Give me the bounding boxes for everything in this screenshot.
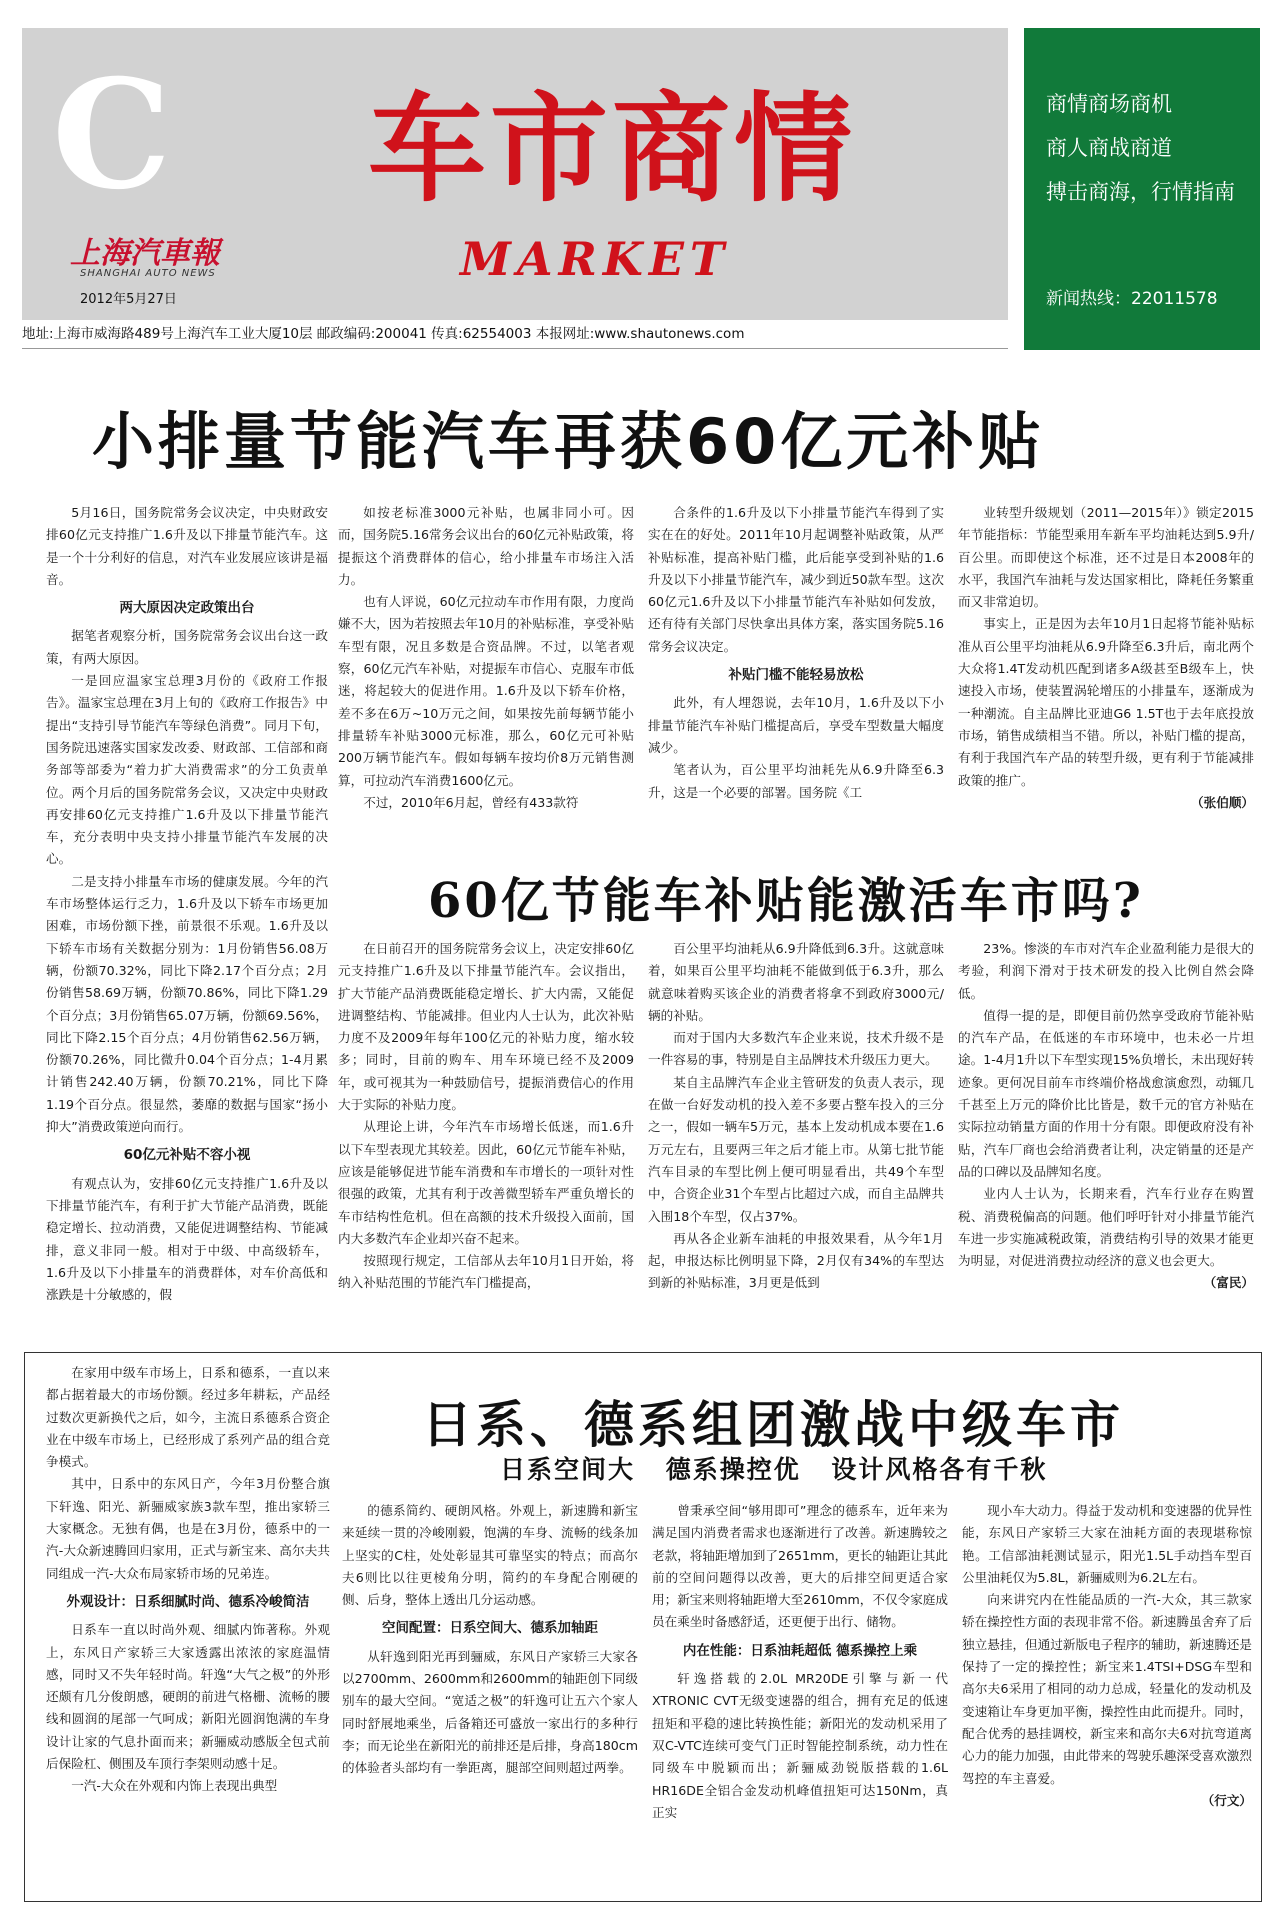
paragraph: 值得一提的是，即便目前仍然享受政府节能补贴的汽车产品，在低迷的车市环境中，也未必一片坦途。1-4月1升以下车型实现15%负增长，未出现好转迹象。更何况目前车市终端价格战愈演愈烈，动辄几千甚至上万元的降价比比皆是，数千元的官方补贴在实际拉动销量方面的作用十分有限。即便政府没有补贴，汽车厂商也会给消费者让利，决定销量的还是产品的口碑以及品牌知名度。 bbox=[958, 1007, 1254, 1179]
paragraph: 此外，有人埋怨说，去年10月，1.6升及以下小排量节能汽车补贴门槛提高后，享受车型数量大幅度减少。 bbox=[648, 695, 944, 755]
paragraph: 也有人评说，60亿元拉动车市作用有限，力度尚嫌不大，因为若按照去年10月的补贴标准，享受补贴车型有限，况且多数是合资品牌。不过，以笔者观察，60亿元汽车补贴，对提振车市信心、克服车市低迷，将起较大的促进作用。1.6升及以下轿车价格，差不多在6万~10万元之间，如果按先前每辆节能小排量轿车补贴3000元标准，那么，60亿元可补贴200万辆节能汽车。假如每辆车按均价8万元销售测算，可拉动汽车消费1600亿元。 bbox=[338, 594, 634, 788]
section-letter: C bbox=[52, 47, 172, 223]
paragraph: 23%。惨淡的车市对汽车企业盈利能力是很大的考验，利润下滑对于技术研发的投入比例自然会降低。 bbox=[958, 941, 1254, 1001]
paragraph: 有观点认为，安排60亿元支持推广1.6升及以下排量节能汽车，有利于扩大节能产品消费，既能稳定增长、拉动消费，又能促进调整结构、节能减排，意义非同一般。相对于中级、中高级轿车，1.6升及以下小排量车的消费群体，对车价高低和涨跌是十分敏感的，假 bbox=[46, 1175, 328, 1303]
paragraph: 现小车大动力。得益于发动机和变速器的优异性能，东风日产家轿三大家在油耗方面的表现堪称惊艳。工信部油耗测试显示，阳光1.5L手动挡车型百公里油耗仅为5.8L，新骊威则为6.2L左右。 bbox=[962, 1503, 1252, 1585]
article-column bbox=[648, 938, 944, 1338]
subheading: 60亿元补贴不容小视 bbox=[123, 1147, 251, 1164]
paragraph: 不过，2010年6月起，曾经有433款符 bbox=[363, 794, 579, 810]
subheading: 两大原因决定政策出台 bbox=[119, 600, 255, 617]
article-column bbox=[958, 938, 1254, 1338]
paper-logo: 上海汽車報 bbox=[70, 236, 220, 271]
article-column bbox=[342, 1500, 638, 1892]
article-column bbox=[338, 502, 634, 832]
paragraph: 二是支持小排量车市场的健康发展。今年的汽车市场整体运行乏力，1.6升及以下轿车市场更加困难，市场份额下挫，前景很不乐观。1.6升及以下轿车市场有关数据分别为：1月份销售56.08万辆，份额70.32%，同比下降2.17个百分点；2月份销售58.69万辆，份额70.86%，同比下降1.29个百分点；3月份销售65.07万辆，份额69.56%，同比下降2.15个百分点；4月份销售62.56万辆，份额70.26%，同比微升0.04个百分点；1-4月累计销售242.40万辆，份额70.21%，同比下降1.19个百分点。很显然，萎靡的数据与国家“扬小抑大”消费政策逆向而行。 bbox=[46, 873, 328, 1135]
paragraph: 业内人士认为，长期来看，汽车行业存在购置税、消费税偏高的问题。他们呼吁针对小排量节能汽车进一步实施减税政策，消费结构引导的效果才能更为明显，对促进消费拉动经济的意义也会更大。 bbox=[958, 1186, 1254, 1269]
paragraph: 向来讲究内在性能品质的一汽-大众，其三款家轿在操控性方面的表现非常不俗。新速腾虽舍弃了后独立悬挂，但通过新版电子程序的辅助，新速腾还是保持了一定的操控性；新宝来1.4TSI+DSG车型和高尔夫6采用了相同的动力总成，轻量化的发动机及变速箱让车身更加平衡，操控性由此而提升。同时，配合优秀的悬挂调校，新宝来和高尔夫6对抗弯道离心力的能力加强，由此带来的驾驶乐趣深受喜欢激烈驾控的车主喜爱。 bbox=[962, 1592, 1252, 1786]
paragraph: 笔者认为，百公里平均油耗先从6.9升降至6.3升，这是一个必要的部署。国务院《工 bbox=[648, 762, 944, 800]
subheading: 补贴门槛不能轻易放松 bbox=[728, 667, 864, 684]
article-column bbox=[958, 502, 1254, 832]
slogan-line: 商人商战商道 bbox=[1046, 136, 1172, 160]
paragraph: 一是回应温家宝总理3月份的《政府工作报告》。温家宝总理在3月上旬的《政府工作报告》中提出“支持引导节能汽车等绿色消费”。同月下旬，国务院迅速落实国家发改委、财政部、工信部和商务部等部委为“着力扩大消费需求”的分工负责单位。两个月后的国务院常务会议，又决定中央财政再安排60亿元支持推广1.6升及以下排量节能汽车，充分表明中央支持小排量节能汽车发展的决心。 bbox=[46, 673, 328, 867]
byline: （张伯顺） bbox=[1191, 794, 1254, 810]
address-bar: 地址:上海市威海路489号上海汽车工业大厦10层 邮政编码:200041 传真:62554003 本报网址:www.shautonews.com bbox=[22, 320, 1008, 349]
paragraph: 5月16日，国务院常务会议决定，中央财政安排60亿元支持推广1.6升及以下排量节能汽车。这是一个十分利好的信息，对汽车业发展应该讲是福音。 bbox=[46, 505, 328, 587]
paragraph: 其中，日系中的东风日产，今年3月份整合旗下轩逸、阳光、新骊威家族3款车型，推出家轿三大家概念。无独有偶，也是在3月份，德系中的一汽-大众新速腾回归家用，正式与新宝来、高尔夫共同组成一汽-大众布局家轿市场的兄弟连。 bbox=[46, 1476, 330, 1581]
slogan-line: 商情商场商机 bbox=[1046, 92, 1172, 116]
issue-date: 2012年5月27日 bbox=[80, 292, 177, 307]
paragraph: 日系车一直以时尚外观、细腻内饰著称。外观上，东风日产家轿三大家透露出浓浓的家庭温情感，同时又不失年轻时尚。轩逸“大气之极”的外形还颇有几分俊朗感，硬朗的前进气格栅、流畅的腰线和圆润的尾部一气呵成；新阳光圆润饱满的车身设计让家的气息扑面而来；新骊威动感版全包式前后保险杠、侧围及车顶行李架则动感十足。 bbox=[46, 1622, 330, 1772]
paragraph: 据笔者观察分析，国务院常务会议出台这一政策，有两大原因。 bbox=[46, 628, 328, 666]
news-hotline: 新闻热线：22011578 bbox=[1046, 289, 1218, 309]
article-column bbox=[652, 1500, 948, 1892]
paragraph: 再从各企业新车油耗的申报效果看，从今年1月起，申报达标比例明显下降，2月仅有34%的车型达到新的补贴标准，3月更是低到 bbox=[648, 1230, 944, 1291]
section-title: 车市商情 bbox=[368, 79, 857, 218]
paragraph: 从轩逸到阳光再到骊威，东风日产家轿三大家各以2700mm、2600mm和2600mm的轴距创下同级别车的最大空间。“宽适之极”的轩逸可让五六个家人同时舒展地乘坐，后备箱还可盛放一家出行的多种行李；而无论坐在新阳光的前排还是后排，身高180cm的体验者头部均有一拳距离，腿部空间则超过两拳。 bbox=[342, 1648, 638, 1776]
byline: （行文） bbox=[1201, 1792, 1252, 1808]
paragraph: 一汽-大众在外观和内饰上表现出典型 bbox=[71, 1778, 278, 1794]
paragraph: 曾秉承空间“够用即可”理念的德系车，近年来为满足国内消费者需求也逐渐进行了改善。新速腾较之老款，将轴距增加到了2651mm，更长的轴距让其此前的空间问题得以改善，更大的后排空间更适合家用；新宝来则将轴距增大至2610mm，不仅令家庭成员在乘坐时备感舒适，还更便于出行、储物。 bbox=[652, 1503, 948, 1630]
article-column bbox=[648, 502, 944, 832]
paragraph: 从理论上讲，今年汽车市场增长低迷，而1.6升以下车型表现尤其较差。因此，60亿元节能车补贴，应该是能够促进节能车消费和车市增长的一项针对性很强的政策，尤其有利于改善微型轿车严重负增长的车市结构性危机。但在高额的技术升级投入面前，国内大多数汽车企业却兴奋不起来。 bbox=[338, 1119, 634, 1246]
subheading: 外观设计：日系细腻时尚、德系冷峻简洁 bbox=[66, 1593, 310, 1610]
section-english-title: MARKET bbox=[460, 232, 731, 286]
article-headline: 60亿节能车补贴能激活车市吗? bbox=[428, 873, 1144, 929]
slogan-line: 搏击商海，行情指南 bbox=[1046, 180, 1235, 204]
paragraph: 百公里平均油耗从6.9升降低到6.3升。这就意味着，如果百公里平均油耗不能做到低于6.3升，那么就意味着购买该企业的消费者将拿不到政府3000元/辆的补贴。 bbox=[648, 941, 944, 1023]
paragraph: 事实上，正是因为去年10月1日起将节能补贴标准从百公里平均油耗从6.9升降至6.3升后，南北两个大众将1.4T发动机匹配到诸多A级甚至B级车上，快速投入市场，使装置涡轮增压的小排量车，逐渐成为一种潮流。自主品牌比亚迪G6 1.5T也于去年底投放市场，销售成绩相当不错。所以，补贴门槛的提高，有利于我国汽车产品的转型升级，更有利于节能减排政策的推广。 bbox=[958, 616, 1254, 788]
paragraph: 业转型升级规划（2011—2015年）》锁定2015年节能指标：节能型乘用车新车平均油耗达到5.9升/百公里。而即使这个标准，还不过是日本2008年的水平，我国汽车油耗与发达国家相比，降耗任务繁重而又非常迫切。 bbox=[958, 505, 1254, 610]
paragraph: 的德系简约、硬朗风格。外观上，新速腾和新宝来延续一贯的冷峻刚毅，饱满的车身、流畅的线条加上坚实的C柱，处处彰显其可靠坚实的特点；而高尔夫6则比以往更棱角分明，简约的车身配合刚硬的侧、后身，整体上透出几分运动感。 bbox=[342, 1503, 638, 1608]
paragraph: 轩逸搭载的2.0L MR20DE引擎与新一代XTRONIC CVT无级变速器的组合，拥有充足的低速扭矩和平稳的速比转换性能；新阳光的发动机采用了双C-VTC连续可变气门正时智能控制系统，动力性在同级车中脱颖而出；新骊威劲锐版搭载的1.6L HR16DE全铝合金发动机峰值扭矩可达150Nm，真正实 bbox=[652, 1671, 948, 1820]
article-column bbox=[46, 1362, 330, 1892]
paper-english-name: SHANGHAI AUTO NEWS bbox=[80, 268, 216, 279]
paragraph: 在家用中级车市场上，日系和德系，一直以来都占据着最大的市场份额。经过多年耕耘，产品经过数次更新换代之后，如今，主流日系德系合资企业在中级车市场上，已经形成了系列产品的组合竞争模式。 bbox=[46, 1365, 330, 1470]
article-subheadline: 日系空间大 德系操控优 设计风格各有千秋 bbox=[500, 1455, 1048, 1484]
article-headline: 小排量节能汽车再获60亿元补贴 bbox=[92, 405, 1045, 478]
paragraph: 如按老标准3000元补贴，也属非同小可。因而，国务院5.16常务会议出台的60亿元补贴政策，将提振这个消费群体的信心，给小排量车市场注入活力。 bbox=[338, 505, 634, 587]
subheading: 空间配置：日系空间大、德系加轴距 bbox=[382, 1620, 598, 1637]
article-column bbox=[338, 938, 634, 1338]
slogan-box bbox=[1024, 28, 1260, 350]
article-column bbox=[46, 502, 328, 1340]
paragraph: 在日前召开的国务院常务会议上，决定安排60亿元支持推广1.6升及以下排量节能汽车。会议指出，扩大节能产品消费既能稳定增长、扩大内需，又能促进调整结构、节能减排。但业内人士认为，此次补贴力度不及2009年每年100亿元的补贴力度，缩水较多；同时，目前的购车、用车环境已经不及2009年，或可视其为一种鼓励信号，提振消费信心的作用大于实际的补贴力度。 bbox=[338, 941, 634, 1113]
paragraph: 按照现行规定，工信部从去年10月1日开始，将纳入补贴范围的节能汽车门槛提高， bbox=[338, 1253, 634, 1291]
article-headline: 日系、德系组团激战中级车市 bbox=[422, 1396, 1124, 1454]
article-column bbox=[962, 1500, 1252, 1892]
paragraph: 合条件的1.6升及以下小排量节能汽车得到了实实在在的好处。2011年10月起调整补贴政策，从严补贴标准，提高补贴门槛，此后能享受到补贴的1.6升及以下小排量节能汽车，减少到近50款车型。这次60亿元1.6升及以下小排量节能汽车补贴如何发放，还有待有关部门尽快拿出具体方案，落实国务院5.16常务会议决定。 bbox=[648, 505, 944, 654]
subheading: 内在性能：日系油耗超低 德系操控上乘 bbox=[682, 1642, 918, 1659]
paragraph: 而对于国内大多数汽车企业来说，技术升级不是一件容易的事，特别是自主品牌技术升级压力更大。 bbox=[648, 1030, 944, 1068]
paragraph: 某自主品牌汽车企业主管研发的负责人表示，现在做一台好发动机的投入差不多要占整车投入的三分之一，假如一辆车5万元，基本上发动机成本要在1.6万元左右，且要两三年之后才能上市。从第七批节能汽车目录的车型比例上便可明显看出，共49个车型中，合资企业31个车型占比超过六成，而自主品牌共入围18个车型，仅占37%。 bbox=[648, 1074, 944, 1224]
byline: （富民） bbox=[1203, 1275, 1254, 1291]
